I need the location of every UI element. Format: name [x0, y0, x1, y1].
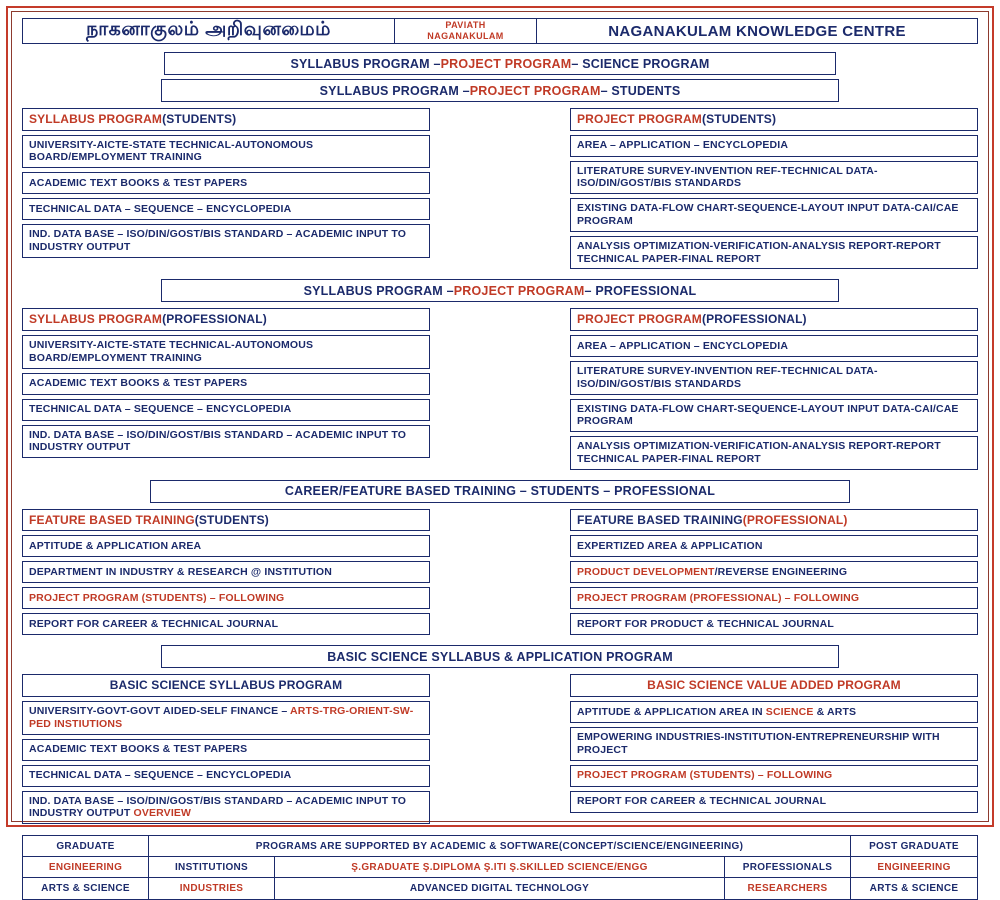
list-item: UNIVERSITY-GOVT-GOVT AIDED-SELF FINANCE – ARTS-TRG-ORIENT-SW-PED INSTIUTIONS	[22, 701, 430, 735]
bar-basic-text: BASIC SCIENCE SYLLABUS & APPLICATION PROGRAM	[327, 649, 673, 664]
students-bar-wrap	[22, 79, 978, 108]
list-item: TECHNICAL DATA – SEQUENCE – ENCYCLOPEDIA	[22, 765, 430, 787]
page-header	[22, 18, 978, 44]
feature-students-column	[22, 509, 430, 640]
list-item: PRODUCT DEVELOPMENT /REVERSE ENGINEERING	[570, 561, 978, 583]
cell-engineering-left: ENGINEERING	[23, 857, 149, 877]
list-item: EXISTING DATA-FLOW CHART-SEQUENCE-LAYOUT INPUT DATA-CAI/CAE PROGRAM	[570, 198, 978, 232]
basic-value-added-column	[570, 674, 978, 828]
basic-syllabus-column	[22, 674, 430, 828]
bar-students-part3: – STUDENTS	[600, 83, 681, 98]
professional-project-title: PROJECT PROGRAM (PROFESSIONAL)	[570, 308, 978, 331]
cell-skilled-list: Ş.GRADUATE Ş.DIPLOMA Ş.ITI Ş.SKILLED SCIENCE/ENGG	[275, 857, 725, 877]
top-bar-wrap	[22, 50, 978, 79]
list-item: TECHNICAL DATA – SEQUENCE – ENCYCLOPEDIA	[22, 399, 430, 421]
centre-title: NAGANAKULAM KNOWLEDGE CENTRE	[608, 22, 906, 40]
bar-professional-part1: SYLLABUS PROGRAM –	[303, 283, 454, 298]
list-item: AREA – APPLICATION – ENCYCLOPEDIA	[570, 335, 978, 357]
support-table	[22, 835, 978, 900]
cell-professionals: PROFESSIONALS	[725, 857, 851, 877]
inner-frame	[11, 11, 989, 895]
cell-engineering-right: ENGINEERING	[877, 861, 951, 873]
students-syllabus-column	[22, 108, 430, 273]
list-item: REPORT FOR CAREER & TECHNICAL JOURNAL	[570, 791, 978, 813]
list-item: EXISTING DATA-FLOW CHART-SEQUENCE-LAYOUT INPUT DATA-CAI/CAE PROGRAM	[570, 399, 978, 433]
list-item: PROJECT PROGRAM (STUDENTS) – FOLLOWING	[22, 587, 430, 609]
cell-arts-science-left: ARTS & SCIENCE	[23, 878, 149, 899]
list-item: LITERATURE SURVEY-INVENTION REF-TECHNICAL DATA-ISO/DIN/GOST/BIS STANDARDS	[570, 161, 978, 195]
students-project-column	[570, 108, 978, 273]
bar-students-part2: PROJECT PROGRAM	[469, 83, 601, 98]
professional-bar-wrap	[22, 277, 978, 308]
basic-columns	[22, 674, 978, 828]
list-item: EMPOWERING INDUSTRIES-INSTITUTION-ENTREPRENEURSHIP WITH PROJECT	[570, 727, 978, 761]
bar-professional-part3: – PROFESSIONAL	[584, 283, 697, 298]
bar-career-feature-training	[150, 480, 850, 503]
cell-arts-science-right: ARTS & SCIENCE	[869, 883, 959, 895]
list-item: ACADEMIC TEXT BOOKS & TEST PAPERS	[22, 739, 430, 761]
career-bar-wrap	[22, 478, 978, 509]
students-project-title: PROJECT PROGRAM (STUDENTS)	[570, 108, 978, 131]
list-item: UNIVERSITY-AICTE-STATE TECHNICAL-AUTONOMOUS BOARD/EMPLOYMENT TRAINING	[22, 335, 430, 369]
list-item: APTITUDE & APPLICATION AREA	[22, 535, 430, 557]
students-syllabus-title: SYLLABUS PROGRAM (STUDENTS)	[22, 108, 430, 131]
list-item: ACADEMIC TEXT BOOKS & TEST PAPERS	[22, 172, 430, 194]
bar-professional-part2: PROJECT PROGRAM	[453, 283, 585, 298]
table-row	[23, 857, 977, 878]
list-item: IND. DATA BASE – ISO/DIN/GOST/BIS STANDARD – ACADEMIC INPUT TO INDUSTRY OUTPUT	[22, 224, 430, 258]
list-item: REPORT FOR PRODUCT & TECHNICAL JOURNAL	[570, 613, 978, 635]
feature-professional-column	[570, 509, 978, 640]
professional-project-column	[570, 308, 978, 473]
cell-graduate: GRADUATE	[23, 836, 149, 856]
list-item: PROJECT PROGRAM (STUDENTS) – FOLLOWING	[570, 765, 978, 787]
bar-career-text: CAREER/FEATURE BASED TRAINING – STUDENTS – PROFESSIONAL	[284, 484, 716, 499]
list-item: TECHNICAL DATA – SEQUENCE – ENCYCLOPEDIA	[22, 198, 430, 220]
bar-science-part1: SYLLABUS PROGRAM –	[290, 56, 441, 71]
list-item: PROJECT PROGRAM (PROFESSIONAL) – FOLLOWING	[570, 587, 978, 609]
list-item: DEPARTMENT IN INDUSTRY & RESEARCH @ INSTITUTION	[22, 561, 430, 583]
basic-value-added-title: BASIC SCIENCE VALUE ADDED PROGRAM	[570, 674, 978, 697]
professional-syllabus-title: SYLLABUS PROGRAM (PROFESSIONAL)	[22, 308, 430, 331]
list-item: IND. DATA BASE – ISO/DIN/GOST/BIS STANDARD – ACADEMIC INPUT TO INDUSTRY OUTPUT OVERVIEW	[22, 791, 430, 825]
org-line-1: PAVIATH	[445, 19, 486, 30]
professional-columns	[22, 308, 978, 473]
feature-columns	[22, 509, 978, 640]
list-item: ANALYSIS OPTIMIZATION-VERIFICATION-ANALYSIS REPORT-REPORT TECHNICAL PAPER-FINAL REPORT	[570, 436, 978, 470]
list-item: ACADEMIC TEXT BOOKS & TEST PAPERS	[22, 373, 430, 395]
cell-industries: INDUSTRIES	[149, 878, 275, 899]
list-item: IND. DATA BASE – ISO/DIN/GOST/BIS STANDARD – ACADEMIC INPUT TO INDUSTRY OUTPUT	[22, 425, 430, 459]
cell-institutions: INSTITUTIONS	[149, 857, 275, 877]
basic-bar-wrap	[22, 643, 978, 674]
professional-syllabus-column	[22, 308, 430, 473]
bar-students-part1: SYLLABUS PROGRAM –	[319, 83, 470, 98]
bar-basic-science	[161, 645, 839, 668]
feature-students-title: FEATURE BASED TRAINING (STUDENTS)	[22, 509, 430, 532]
list-item: AREA – APPLICATION – ENCYCLOPEDIA	[570, 135, 978, 157]
list-item: EXPERTIZED AREA & APPLICATION	[570, 535, 978, 557]
bar-science-program	[164, 52, 836, 75]
bar-science-part2: PROJECT PROGRAM	[440, 56, 572, 71]
list-item: REPORT FOR CAREER & TECHNICAL JOURNAL	[22, 613, 430, 635]
list-item: APTITUDE & APPLICATION AREA IN SCIENCE & ARTS	[570, 701, 978, 723]
outer-frame	[6, 6, 994, 895]
list-item: UNIVERSITY-AICTE-STATE TECHNICAL-AUTONOMOUS BOARD/EMPLOYMENT TRAINING	[22, 135, 430, 169]
cell-support-note: PROGRAMS ARE SUPPORTED BY ACADEMIC & SOFTWARE(CONCEPT/SCIENCE/ENGINEERING)	[149, 836, 851, 856]
cell-post-graduate: POST GRADUATE	[869, 840, 959, 852]
basic-syllabus-title: BASIC SCIENCE SYLLABUS PROGRAM	[22, 674, 430, 697]
cell-advanced-digital-technology: ADVANCED DIGITAL TECHNOLOGY	[275, 878, 725, 899]
bar-students	[161, 79, 839, 102]
table-row	[23, 836, 977, 857]
bar-professional	[161, 279, 839, 302]
bar-science-part3: – SCIENCE PROGRAM	[571, 56, 710, 71]
cell-researchers: RESEARCHERS	[725, 878, 851, 899]
table-row	[23, 878, 977, 899]
organisation-subtitle	[395, 19, 537, 43]
students-columns	[22, 108, 978, 273]
feature-professional-title: FEATURE BASED TRAINING (PROFESSIONAL)	[570, 509, 978, 532]
tamil-logo-title: நாகனாகுலம் அறிவுனமைம்	[23, 19, 395, 43]
org-line-2: NAGANAKULAM	[427, 31, 504, 41]
list-item: ANALYSIS OPTIMIZATION-VERIFICATION-ANALYSIS REPORT-REPORT TECHNICAL PAPER-FINAL REPORT	[570, 236, 978, 270]
list-item: LITERATURE SURVEY-INVENTION REF-TECHNICAL DATA-ISO/DIN/GOST/BIS STANDARDS	[570, 361, 978, 395]
